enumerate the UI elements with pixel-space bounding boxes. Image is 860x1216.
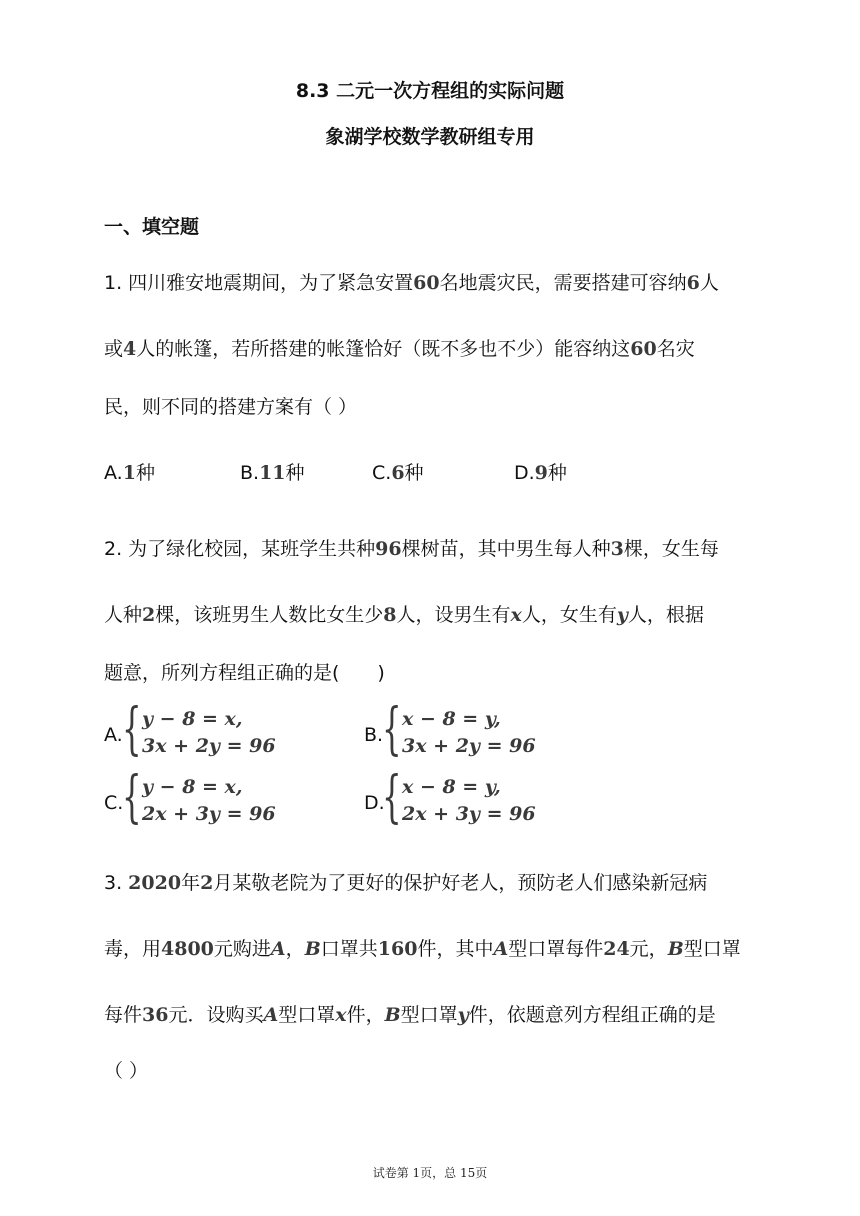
q3-text: 元．设购买	[168, 1004, 264, 1026]
q2-number: 2	[142, 604, 156, 626]
q3-variable: B	[667, 938, 684, 960]
option-letter: C.	[372, 462, 392, 484]
q1-number: 60	[413, 272, 440, 294]
option-unit: 种	[547, 462, 567, 484]
option-letter: B.	[364, 724, 384, 746]
option-letter: C.	[104, 792, 124, 814]
q1-line-2	[104, 334, 695, 361]
section-heading: 一、填空题	[104, 216, 200, 238]
equation: x − 8 = y,	[402, 776, 501, 798]
option-unit: 种	[404, 462, 424, 484]
q2-text: 人种	[104, 604, 143, 626]
option-value: 6	[391, 462, 405, 484]
option-letter: D.	[514, 462, 535, 484]
q3-number: 36	[142, 1004, 169, 1026]
equation: y − 8 = x,	[142, 708, 243, 730]
q1-number: 6	[686, 272, 700, 294]
q1-text: 名地震灾民，需要搭建可容纳	[439, 272, 687, 294]
q1-text: 1. 四川雅安地震期间，为了紧急安置	[104, 272, 414, 294]
q3-line-2	[104, 934, 741, 961]
q3-variable: x	[335, 1004, 347, 1026]
option-letter: A.	[104, 462, 123, 484]
equation: x − 8 = y,	[402, 708, 501, 730]
q3-text: 每件	[104, 1004, 143, 1026]
brace-icon: {	[122, 765, 142, 830]
q3-text: 型口罩	[683, 938, 741, 960]
q3-line-1	[104, 868, 707, 895]
q1-text: 名灾	[656, 338, 695, 360]
q1-option-a	[104, 458, 155, 485]
q2-text: 棵，该班男生人数比女生少	[155, 604, 384, 626]
q3-variable: A	[493, 938, 509, 960]
q3-text: 月某敬老院为了更好的保护好老人，预防老人们感染新冠病	[213, 872, 708, 894]
q3-text: 口罩共	[320, 938, 378, 960]
q3-text: 件，依题意列方程组正确的是	[468, 1004, 716, 1026]
q2-line-2	[104, 600, 704, 627]
q3-number: 160	[377, 938, 418, 960]
q1-text: 或	[104, 338, 124, 360]
option-value: 11	[259, 462, 286, 484]
q3-variable: y	[457, 1004, 469, 1026]
q1-option-b	[240, 458, 305, 485]
option-letter: A.	[104, 724, 123, 746]
q1-number: 4	[123, 338, 137, 360]
equation: 3x + 2y = 96	[142, 735, 276, 757]
q1-number: 60	[630, 338, 657, 360]
q3-text: 年	[181, 872, 201, 894]
q2-variable: x	[510, 604, 522, 626]
q1-line-3: 民，则不同的搭建方案有（ ）	[104, 396, 358, 418]
q2-option-c	[104, 765, 324, 832]
q1-option-c	[372, 458, 424, 485]
q3-variable: B	[304, 938, 321, 960]
q3-line-4: （ ）	[104, 1060, 149, 1082]
q2-number: 3	[610, 538, 624, 560]
q2-line-3: 题意，所列方程组正确的是( )	[104, 662, 385, 684]
equation: y − 8 = x,	[142, 776, 243, 798]
page-subtitle: 象湖学校数学教研组专用	[325, 126, 535, 148]
q3-number: 2020	[128, 872, 182, 894]
option-letter: B.	[240, 462, 260, 484]
option-unit: 种	[285, 462, 305, 484]
q3-number: 4800	[161, 938, 214, 960]
q1-line-1	[104, 268, 719, 295]
q2-option-a	[104, 697, 324, 764]
page-footer: 试卷第 1页，总 15页	[372, 1166, 488, 1180]
q2-variable: y	[616, 604, 628, 626]
q3-text: 件，	[346, 1004, 385, 1026]
q2-option-b	[364, 697, 584, 764]
q3-variable: A	[270, 938, 286, 960]
q3-number: 2	[200, 872, 214, 894]
brace-icon: {	[122, 697, 142, 762]
q3-text: 元购进	[213, 938, 271, 960]
equation: 2x + 3y = 96	[142, 803, 276, 825]
q2-text: 人，设男生有	[396, 604, 511, 626]
q3-text: ，	[285, 938, 305, 960]
q1-option-d	[514, 458, 567, 485]
q3-variable: B	[384, 1004, 401, 1026]
q3-line-3	[104, 1000, 716, 1027]
q2-text: 棵，女生每	[623, 538, 719, 560]
page-title: 8.3 二元一次方程组的实际问题	[295, 80, 565, 102]
q3-text: 3.	[104, 872, 129, 894]
q1-text: 人	[699, 272, 719, 294]
q1-text: 人的帐篷，若所搭建的帐篷恰好（既不多也不少）能容纳这	[136, 338, 631, 360]
q3-text: 元，	[629, 938, 668, 960]
q3-text: 件，其中	[417, 938, 494, 960]
brace-icon: {	[382, 697, 402, 762]
q2-text: 2. 为了绿化校园，某班学生共种	[104, 538, 376, 560]
q3-number: 24	[603, 938, 630, 960]
option-value: 9	[534, 462, 548, 484]
q2-number: 8	[383, 604, 397, 626]
q3-variable: A	[263, 1004, 279, 1026]
q3-text: 毒，用	[104, 938, 162, 960]
q2-text: 棵树苗，其中男生每人种	[401, 538, 611, 560]
q2-number: 96	[375, 538, 402, 560]
q2-text: 人，女生有	[521, 604, 617, 626]
q3-text: 型口罩	[400, 1004, 458, 1026]
q2-option-d	[364, 765, 584, 832]
brace-icon: {	[382, 765, 402, 830]
option-letter: D.	[364, 792, 385, 814]
q3-text: 型口罩每件	[508, 938, 604, 960]
q3-text: 型口罩	[278, 1004, 336, 1026]
option-value: 1	[122, 462, 136, 484]
q2-text: 人，根据	[627, 604, 704, 626]
equation: 3x + 2y = 96	[402, 735, 536, 757]
option-unit: 种	[135, 462, 155, 484]
equation: 2x + 3y = 96	[402, 803, 536, 825]
q2-line-1	[104, 534, 719, 561]
